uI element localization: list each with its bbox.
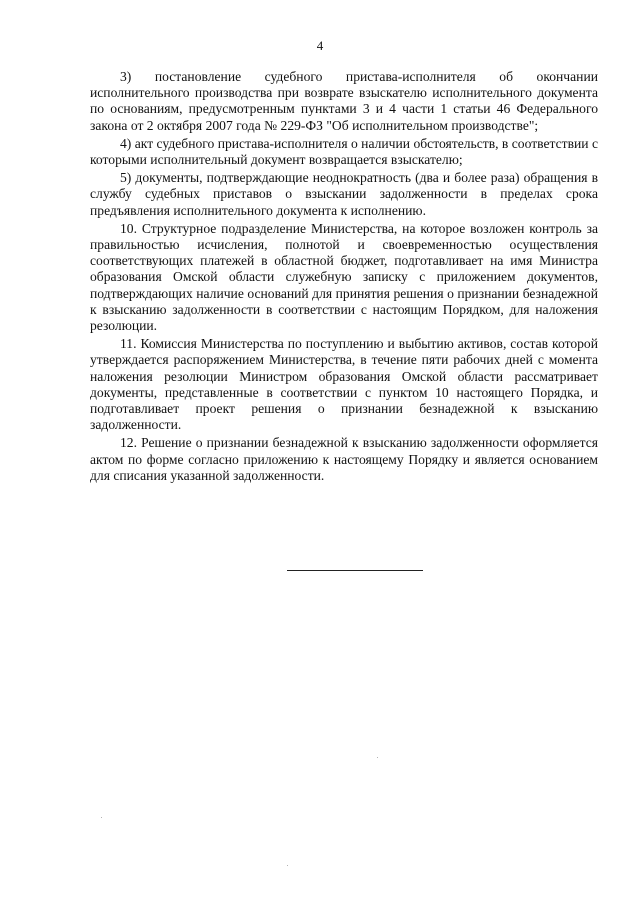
scan-speck [101, 817, 102, 818]
document-body [90, 69, 598, 486]
closing-divider-line [287, 570, 423, 571]
paragraph-clause-12: 12. Решение о признании безнадежной к взысканию задолженности оформляется актом по форме согласно приложению к настоящему Порядку и является основанием для списания указанной задолженности. [90, 435, 598, 483]
scan-speck [377, 757, 378, 758]
paragraph-clause-11: 11. Комиссия Министерства по поступлению и выбытию активов, состав которой утверждается распоряжением Министерства, в течение пяти рабочих дней с момента наложения резолюции Министром образования Омской области рассматривает документы, представленные в соответствии с пунктом 10 настоящего Порядка, и подготавливает проект решения о признании безнадежной к взысканию задолженности. [90, 336, 598, 433]
paragraph-clause-10: 10. Структурное подразделение Министерства, на которое возложен контроль за правильностью исчисления, полнотой и своевременностью осуществления соответствующих платежей в областной бюджет, подготавливает на имя Министра образования Омской области служебную записку с приложением документов, подтверждающих наличие оснований для принятия решения о признании безнадежной к взысканию задолженности в соответствии с настоящим Порядком, для наложения резолюции. [90, 220, 598, 334]
scan-speck [287, 865, 288, 866]
page-number: 4 [316, 38, 324, 53]
paragraph-item-3: 3) постановление судебного пристава-исполнителя об окончании исполнительного производства при возврате взыскателю исполнительного документа по основаниям, предусмотренным пунктами 3 и 4 части 1 статьи 46 Федерального закона от 2 октября 2007 года № 229-ФЗ "Об исполнительном производстве"; [90, 69, 598, 133]
paragraph-item-4: 4) акт судебного пристава-исполнителя о наличии обстоятельств, в соответствии с которыми исполнительный документ возвращается взыскателю; [90, 135, 598, 168]
paragraph-item-5: 5) документы, подтверждающие неоднократность (два и более раза) обращения в службу судебных приставов о взыскании задолженности в пределах срока предъявления исполнительного документа к исполнению. [90, 170, 598, 218]
